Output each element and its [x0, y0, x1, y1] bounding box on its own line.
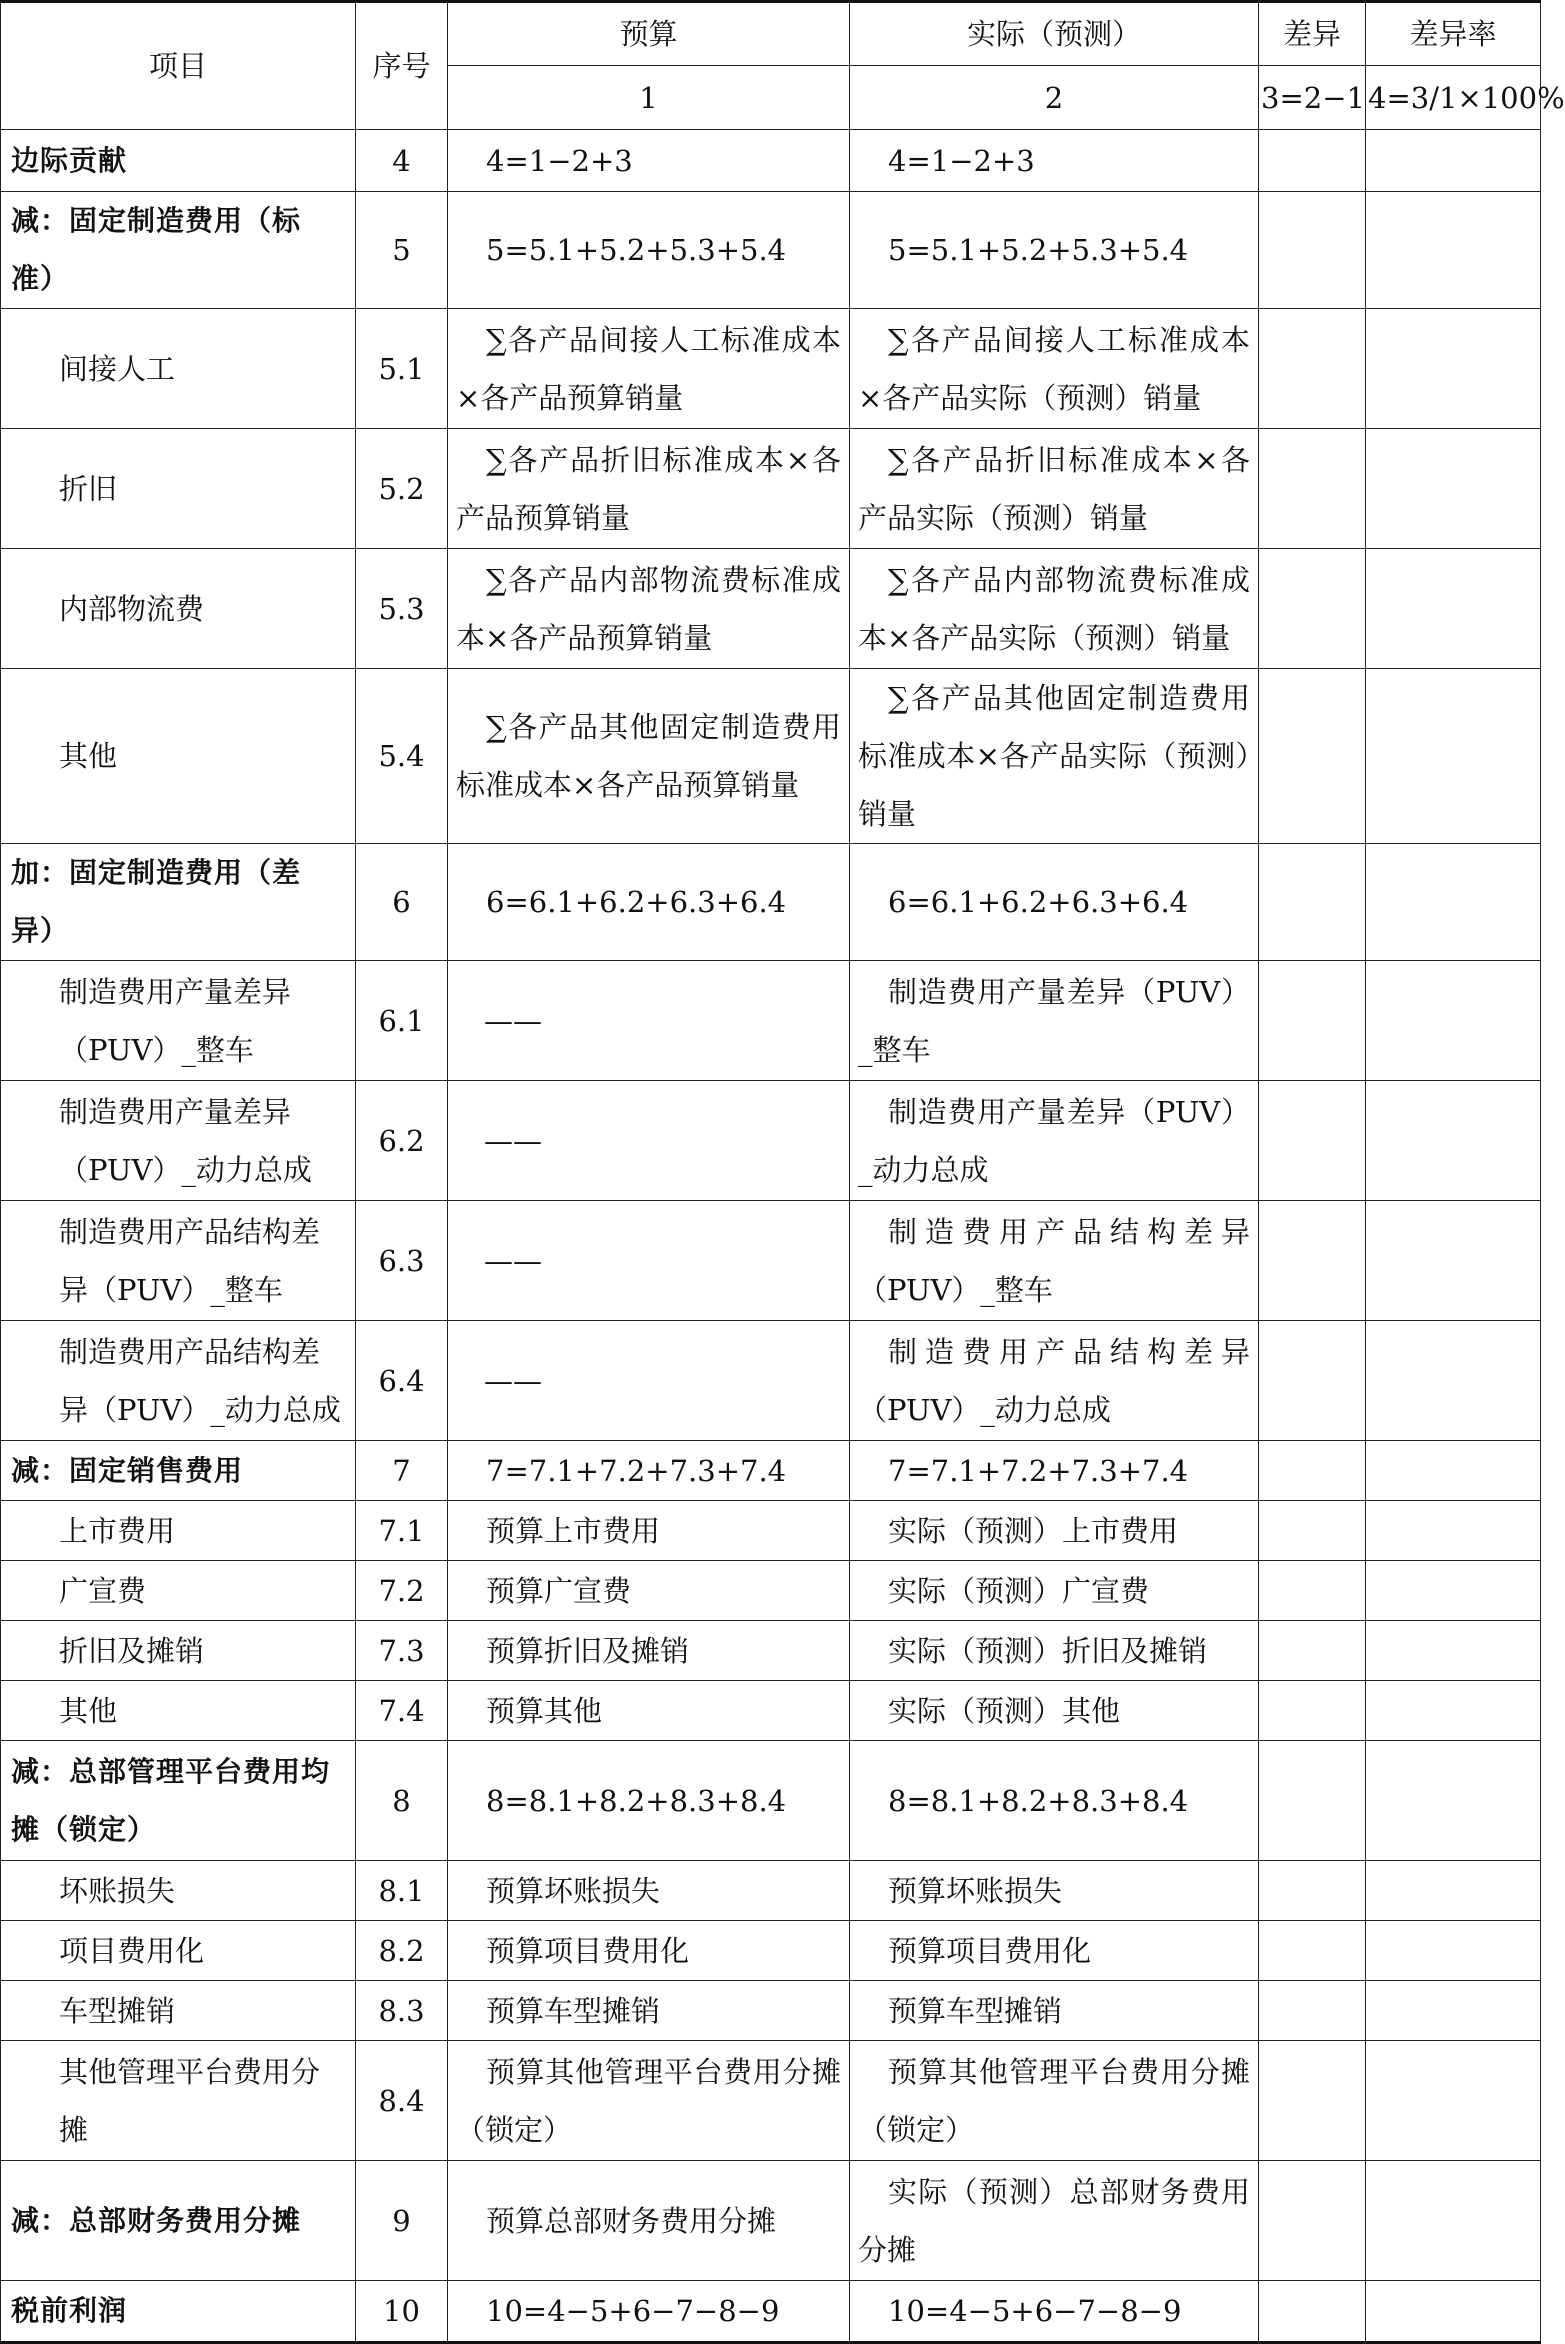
row-budget-cell: —— — [448, 1201, 850, 1321]
header-budget-no: 1 — [448, 66, 850, 130]
row-item-cell: 折旧及摊销 — [1, 1621, 356, 1681]
row-item-cell: 减：总部财务费用分摊 — [1, 2161, 356, 2281]
row-actual-cell: 制造费用产量差异（PUV）_整车 — [850, 961, 1259, 1081]
row-rate-cell — [1366, 309, 1541, 429]
row-actual-cell: 10=4−5+6−7−8−9 — [850, 2281, 1259, 2343]
row-seq-cell: 6.4 — [356, 1321, 448, 1441]
row-diff-cell — [1259, 1621, 1366, 1681]
row-actual-cell: 5=5.1+5.2+5.3+5.4 — [850, 192, 1259, 309]
table-row — [1, 1441, 1541, 1501]
row-item-cell: 折旧 — [1, 429, 356, 549]
row-item-cell: 制造费用产量差异（PUV）_整车 — [1, 961, 356, 1081]
row-seq-cell: 10 — [356, 2281, 448, 2343]
row-rate-cell — [1366, 2041, 1541, 2161]
row-actual-cell: ∑各产品折旧标准成本×各产品实际（预测）销量 — [850, 429, 1259, 549]
row-diff-cell — [1259, 1981, 1366, 2041]
row-actual-cell: 预算其他管理平台费用分摊（锁定） — [850, 2041, 1259, 2161]
row-rate-cell — [1366, 669, 1541, 844]
row-budget-cell: 预算上市费用 — [448, 1501, 850, 1561]
row-actual-cell: 预算车型摊销 — [850, 1981, 1259, 2041]
table-row — [1, 130, 1541, 192]
header-item: 项目 — [1, 2, 356, 130]
table-row — [1, 1501, 1541, 1561]
row-seq-cell: 9 — [356, 2161, 448, 2281]
row-rate-cell — [1366, 192, 1541, 309]
row-budget-cell: 6=6.1+6.2+6.3+6.4 — [448, 844, 850, 961]
table-row — [1, 1321, 1541, 1441]
row-seq-cell: 6.3 — [356, 1201, 448, 1321]
row-budget-cell: 预算项目费用化 — [448, 1921, 850, 1981]
row-budget-cell: ∑各产品间接人工标准成本×各产品预算销量 — [448, 309, 850, 429]
row-diff-cell — [1259, 309, 1366, 429]
row-seq-cell: 7.2 — [356, 1561, 448, 1621]
row-budget-cell: —— — [448, 1081, 850, 1201]
table-row — [1, 1681, 1541, 1741]
row-budget-cell: 预算其他 — [448, 1681, 850, 1741]
row-diff-cell — [1259, 1501, 1366, 1561]
row-diff-cell — [1259, 130, 1366, 192]
row-actual-cell: 实际（预测）广宣费 — [850, 1561, 1259, 1621]
row-item-cell: 制造费用产品结构差异（PUV）_动力总成 — [1, 1321, 356, 1441]
header-budget: 预算 — [448, 2, 850, 66]
row-budget-cell: ∑各产品其他固定制造费用标准成本×各产品预算销量 — [448, 669, 850, 844]
row-actual-cell: 预算项目费用化 — [850, 1921, 1259, 1981]
row-actual-cell: 7=7.1+7.2+7.3+7.4 — [850, 1441, 1259, 1501]
row-budget-cell: 预算总部财务费用分摊 — [448, 2161, 850, 2281]
row-item-cell: 内部物流费 — [1, 549, 356, 669]
row-diff-cell — [1259, 549, 1366, 669]
row-seq-cell: 8.4 — [356, 2041, 448, 2161]
table-row — [1, 1201, 1541, 1321]
row-rate-cell — [1366, 2161, 1541, 2281]
row-diff-cell — [1259, 2041, 1366, 2161]
row-rate-cell — [1366, 2281, 1541, 2343]
row-item-cell: 广宣费 — [1, 1561, 356, 1621]
table-row — [1, 2281, 1541, 2343]
row-diff-cell — [1259, 1321, 1366, 1441]
row-budget-cell: 7=7.1+7.2+7.3+7.4 — [448, 1441, 850, 1501]
header-rate-formula: 4=3/1×100% — [1366, 66, 1541, 130]
row-item-cell: 加：固定制造费用（差异） — [1, 844, 356, 961]
row-diff-cell — [1259, 1201, 1366, 1321]
row-diff-cell — [1259, 2281, 1366, 2343]
row-rate-cell — [1366, 1441, 1541, 1501]
row-rate-cell — [1366, 1321, 1541, 1441]
row-seq-cell: 6.2 — [356, 1081, 448, 1201]
row-seq-cell: 6.1 — [356, 961, 448, 1081]
header-rate: 差异率 — [1366, 2, 1541, 66]
row-actual-cell: 8=8.1+8.2+8.3+8.4 — [850, 1741, 1259, 1861]
row-rate-cell — [1366, 1621, 1541, 1681]
row-rate-cell — [1366, 844, 1541, 961]
row-budget-cell: 10=4−5+6−7−8−9 — [448, 2281, 850, 2343]
table-row — [1, 1921, 1541, 1981]
row-rate-cell — [1366, 1501, 1541, 1561]
row-budget-cell: 5=5.1+5.2+5.3+5.4 — [448, 192, 850, 309]
row-diff-cell — [1259, 669, 1366, 844]
row-item-cell: 减：固定制造费用（标准） — [1, 192, 356, 309]
row-item-cell: 制造费用产量差异（PUV）_动力总成 — [1, 1081, 356, 1201]
row-seq-cell: 7 — [356, 1441, 448, 1501]
row-item-cell: 上市费用 — [1, 1501, 356, 1561]
table-row — [1, 549, 1541, 669]
table-row — [1, 1861, 1541, 1921]
row-actual-cell: 实际（预测）上市费用 — [850, 1501, 1259, 1561]
row-item-cell: 间接人工 — [1, 309, 356, 429]
row-diff-cell — [1259, 192, 1366, 309]
row-rate-cell — [1366, 1681, 1541, 1741]
row-actual-cell: ∑各产品其他固定制造费用标准成本×各产品实际（预测）销量 — [850, 669, 1259, 844]
row-actual-cell: 制造费用产品结构差异（PUV）_整车 — [850, 1201, 1259, 1321]
row-rate-cell — [1366, 549, 1541, 669]
row-item-cell: 边际贡献 — [1, 130, 356, 192]
row-actual-cell: 6=6.1+6.2+6.3+6.4 — [850, 844, 1259, 961]
row-diff-cell — [1259, 1921, 1366, 1981]
header-diff-formula: 3=2−1 — [1259, 66, 1366, 130]
row-diff-cell — [1259, 1441, 1366, 1501]
header-actual: 实际（预测） — [850, 2, 1259, 66]
table-row — [1, 2041, 1541, 2161]
row-rate-cell — [1366, 1561, 1541, 1621]
row-seq-cell: 5 — [356, 192, 448, 309]
table-row — [1, 1741, 1541, 1861]
row-seq-cell: 7.1 — [356, 1501, 448, 1561]
row-seq-cell: 8 — [356, 1741, 448, 1861]
table-row — [1, 961, 1541, 1081]
row-actual-cell: 制造费用产品结构差异（PUV）_动力总成 — [850, 1321, 1259, 1441]
table-row — [1, 1981, 1541, 2041]
row-rate-cell — [1366, 429, 1541, 549]
row-seq-cell: 5.2 — [356, 429, 448, 549]
table-row — [1, 1621, 1541, 1681]
row-item-cell: 减：总部管理平台费用均摊（锁定） — [1, 1741, 356, 1861]
row-seq-cell: 4 — [356, 130, 448, 192]
row-diff-cell — [1259, 1681, 1366, 1741]
row-item-cell: 其他 — [1, 1681, 356, 1741]
row-diff-cell — [1259, 1081, 1366, 1201]
row-budget-cell: 预算其他管理平台费用分摊（锁定） — [448, 2041, 850, 2161]
table-body — [1, 130, 1541, 2343]
row-rate-cell — [1366, 1921, 1541, 1981]
row-item-cell: 坏账损失 — [1, 1861, 356, 1921]
row-budget-cell: —— — [448, 961, 850, 1081]
row-budget-cell: —— — [448, 1321, 850, 1441]
row-actual-cell: 实际（预测）总部财务费用分摊 — [850, 2161, 1259, 2281]
row-rate-cell — [1366, 961, 1541, 1081]
row-actual-cell: 实际（预测）其他 — [850, 1681, 1259, 1741]
row-diff-cell — [1259, 961, 1366, 1081]
table-row — [1, 2161, 1541, 2281]
row-seq-cell: 8.3 — [356, 1981, 448, 2041]
row-rate-cell — [1366, 130, 1541, 192]
table-row — [1, 309, 1541, 429]
row-rate-cell — [1366, 1081, 1541, 1201]
row-budget-cell: 预算广宣费 — [448, 1561, 850, 1621]
table-row — [1, 669, 1541, 844]
row-item-cell: 减：固定销售费用 — [1, 1441, 356, 1501]
row-rate-cell — [1366, 1861, 1541, 1921]
row-budget-cell: 预算坏账损失 — [448, 1861, 850, 1921]
row-rate-cell — [1366, 1201, 1541, 1321]
row-item-cell: 税前利润 — [1, 2281, 356, 2343]
header-diff: 差异 — [1259, 2, 1366, 66]
row-seq-cell: 5.4 — [356, 669, 448, 844]
row-seq-cell: 8.2 — [356, 1921, 448, 1981]
row-diff-cell — [1259, 1561, 1366, 1621]
row-seq-cell: 6 — [356, 844, 448, 961]
row-actual-cell: 4=1−2+3 — [850, 130, 1259, 192]
header-actual-no: 2 — [850, 66, 1259, 130]
table-row — [1, 844, 1541, 961]
row-rate-cell — [1366, 1981, 1541, 2041]
row-diff-cell — [1259, 1741, 1366, 1861]
row-actual-cell: 预算坏账损失 — [850, 1861, 1259, 1921]
row-budget-cell: 8=8.1+8.2+8.3+8.4 — [448, 1741, 850, 1861]
row-budget-cell: 预算车型摊销 — [448, 1981, 850, 2041]
row-diff-cell — [1259, 844, 1366, 961]
row-item-cell: 其他 — [1, 669, 356, 844]
row-item-cell: 车型摊销 — [1, 1981, 356, 2041]
table-row — [1, 429, 1541, 549]
row-diff-cell — [1259, 1861, 1366, 1921]
row-seq-cell: 7.3 — [356, 1621, 448, 1681]
header-seq: 序号 — [356, 2, 448, 130]
row-rate-cell — [1366, 1741, 1541, 1861]
table-row — [1, 1081, 1541, 1201]
row-diff-cell — [1259, 429, 1366, 549]
row-diff-cell — [1259, 2161, 1366, 2281]
row-budget-cell: 4=1−2+3 — [448, 130, 850, 192]
row-item-cell: 项目费用化 — [1, 1921, 356, 1981]
row-actual-cell: 制造费用产量差异（PUV）_动力总成 — [850, 1081, 1259, 1201]
row-budget-cell: ∑各产品内部物流费标准成本×各产品预算销量 — [448, 549, 850, 669]
row-actual-cell: 实际（预测）折旧及摊销 — [850, 1621, 1259, 1681]
row-seq-cell: 5.1 — [356, 309, 448, 429]
row-item-cell: 其他管理平台费用分摊 — [1, 2041, 356, 2161]
table-row — [1, 192, 1541, 309]
row-seq-cell: 5.3 — [356, 549, 448, 669]
row-actual-cell: ∑各产品间接人工标准成本×各产品实际（预测）销量 — [850, 309, 1259, 429]
row-actual-cell: ∑各产品内部物流费标准成本×各产品实际（预测）销量 — [850, 549, 1259, 669]
row-budget-cell: ∑各产品折旧标准成本×各产品预算销量 — [448, 429, 850, 549]
row-budget-cell: 预算折旧及摊销 — [448, 1621, 850, 1681]
row-seq-cell: 7.4 — [356, 1681, 448, 1741]
row-item-cell: 制造费用产品结构差异（PUV）_整车 — [1, 1201, 356, 1321]
table-row — [1, 1561, 1541, 1621]
row-seq-cell: 8.1 — [356, 1861, 448, 1921]
